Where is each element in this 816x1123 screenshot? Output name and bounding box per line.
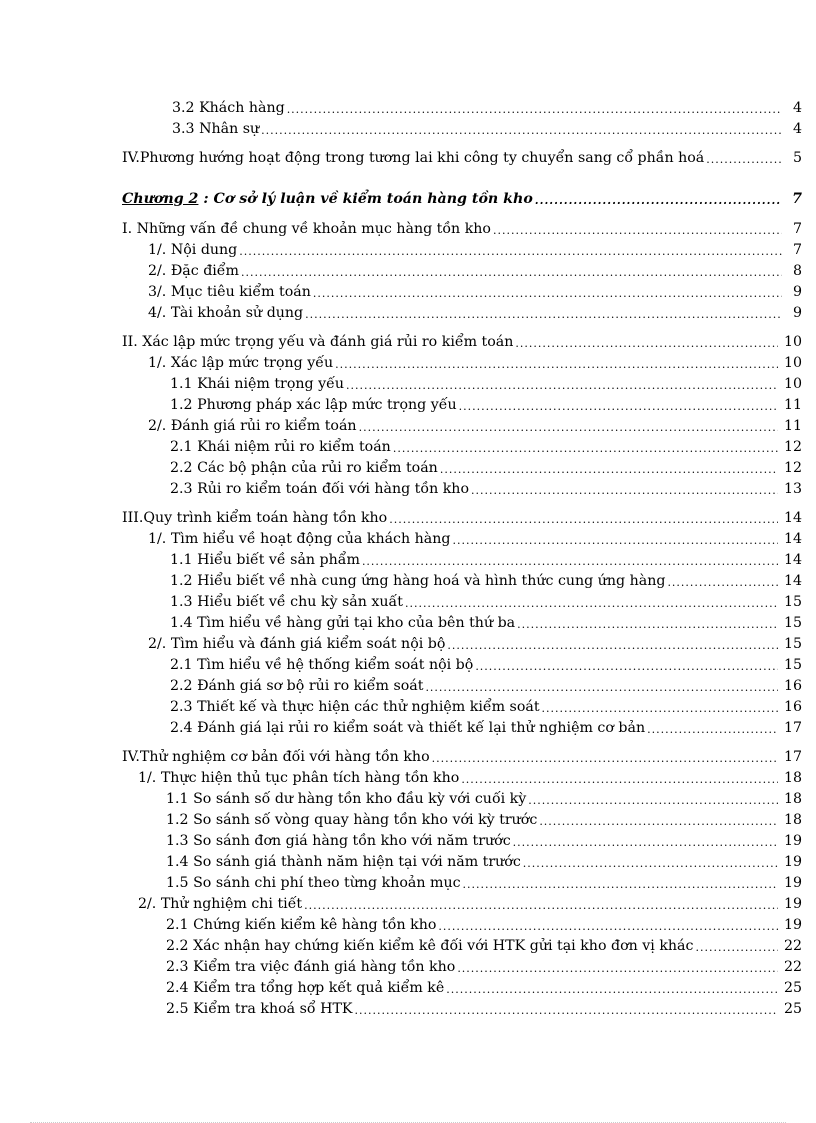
toc-entry (170, 547, 802, 569)
toc-entry (170, 673, 802, 695)
toc-page-number: 11 (783, 418, 802, 434)
toc-entry-text: 2/. Đặc điểm (148, 263, 239, 279)
toc-page-number: 15 (783, 636, 802, 652)
toc-leader-dots (393, 442, 778, 456)
toc-entry (138, 765, 802, 787)
toc-leader-dots (535, 194, 782, 208)
toc-page-number: 13 (783, 481, 802, 497)
toc-entry (170, 610, 802, 632)
toc-page-number: 8 (792, 263, 802, 279)
toc-entry (172, 95, 802, 117)
toc-entry-text: 1.1 Hiểu biết về sản phẩm (170, 552, 360, 568)
toc-leader-dots (305, 308, 782, 322)
toc-entry (122, 145, 802, 167)
toc-page-number: 19 (783, 854, 802, 870)
toc-page-number: 10 (783, 376, 802, 392)
toc-page-number: 7 (792, 221, 802, 237)
toc-entry-text: 2.4 Kiểm tra tổng hợp kết quả kiểm kê (166, 980, 445, 996)
toc-entry (148, 237, 802, 259)
toc-page-number: 14 (783, 510, 802, 526)
toc-entry-text: II. Xác lập mức trọng yếu và đánh giá rủi ro kiểm toán (122, 334, 514, 350)
toc-entry (170, 568, 802, 590)
toc-leader-dots (359, 421, 778, 435)
toc-leader-dots (513, 836, 778, 850)
toc-entry (170, 434, 802, 456)
toc-entry-text: 1.3 So sánh đơn giá hàng tồn kho với năm trước (166, 833, 511, 849)
toc-entry-text: 2.1 Tìm hiểu về hệ thống kiểm soát nội bộ (170, 657, 474, 673)
toc-leader-dots (461, 773, 778, 787)
toc-leader-dots (355, 1004, 778, 1018)
toc-entry-text: 1.1 Khái niệm trọng yếu (170, 376, 344, 392)
toc-leader-dots (440, 463, 778, 477)
toc-entry (170, 476, 802, 498)
toc-leader-dots (471, 484, 778, 498)
toc-entry (148, 413, 802, 435)
toc-entry-text: 1.4 So sánh giá thành năm hiện tại với năm trước (166, 854, 521, 870)
toc-leader-dots (287, 103, 782, 117)
toc-page-number: 16 (783, 678, 802, 694)
toc-entry-text: 1.4 Tìm hiểu về hàng gửi tại kho của bên thứ ba (170, 615, 516, 631)
toc-entry-text: 1.5 So sánh chi phí theo từng khoản mục (166, 875, 461, 891)
toc-page-number: 7 (792, 191, 802, 207)
toc-leader-dots (304, 899, 778, 913)
toc-entry-text: 1.2 Hiểu biết về nhà cung ứng hàng hoá và hình thức cung ứng hàng (170, 573, 666, 589)
toc-leader-dots (438, 920, 778, 934)
toc-entry-text: 2.1 Khái niệm rủi ro kiểm toán (170, 439, 391, 455)
toc-leader-dots (425, 681, 778, 695)
toc-entry (138, 891, 802, 913)
toc-page-number: 22 (783, 938, 802, 954)
toc-leader-dots (706, 153, 782, 167)
toc-leader-dots (239, 245, 782, 259)
toc-entry-text: 3.2 Khách hàng (172, 100, 285, 116)
toc-entry (166, 828, 802, 850)
toc-entry-text: 1.2 Phương pháp xác lập mức trọng yếu (170, 397, 457, 413)
toc-leader-dots (695, 941, 777, 955)
toc-entry (170, 455, 802, 477)
toc-entry (166, 933, 802, 955)
toc-page-number: 14 (783, 573, 802, 589)
toc-page-number: 4 (792, 121, 802, 137)
toc-page-number: 14 (783, 552, 802, 568)
toc-page-number: 18 (783, 770, 802, 786)
toc-entry (148, 300, 802, 322)
toc-entry (170, 589, 802, 611)
toc-page-number: 19 (783, 875, 802, 891)
toc-entry-text: 2.3 Rủi ro kiểm toán đối với hàng tồn kho (170, 481, 469, 497)
toc-entry-text: IV.Thử nghiệm cơ bản đối với hàng tồn kho (122, 749, 430, 765)
chapter-heading (122, 190, 533, 208)
toc-entry-text: 2.3 Kiểm tra việc đánh giá hàng tồn kho (166, 959, 456, 975)
toc-page-number: 16 (783, 699, 802, 715)
toc-page-number: 9 (792, 284, 802, 300)
toc-leader-dots (457, 962, 778, 976)
toc-entry (166, 849, 802, 871)
toc-leader-dots (362, 555, 778, 569)
toc-entry (166, 912, 802, 934)
toc-leader-dots (517, 618, 778, 632)
toc-entry-text: 1.3 Hiểu biết về chu kỳ sản xuất (170, 594, 403, 610)
toc-page-number: 10 (783, 334, 802, 350)
toc-entry (170, 371, 802, 393)
toc-entry (148, 526, 802, 548)
toc-entry-text: 1/. Xác lập mức trọng yếu (148, 355, 334, 371)
toc-leader-dots (459, 400, 778, 414)
toc-entry-text: 1.1 So sánh số dư hàng tồn kho đầu kỳ với cuối kỳ (166, 791, 527, 807)
toc-page-number: 7 (792, 242, 802, 258)
toc-leader-dots (447, 639, 778, 653)
toc-page-number: 15 (783, 594, 802, 610)
toc-page-number: 5 (792, 150, 802, 166)
toc-page-number: 17 (783, 749, 802, 765)
toc-entry (122, 216, 802, 238)
toc-entry (148, 631, 802, 653)
toc-leader-dots (475, 660, 778, 674)
toc-entry (172, 116, 802, 138)
toc-entry (166, 807, 802, 829)
toc-page-number: 12 (783, 460, 802, 476)
toc-page-number: 9 (792, 305, 802, 321)
toc-entry (148, 350, 802, 372)
toc-page-number: 25 (783, 1001, 802, 1017)
toc-leader-dots (446, 983, 778, 997)
toc-page-number: 4 (792, 100, 802, 116)
toc-leader-dots (493, 224, 782, 238)
toc-entry-text: 2/. Thử nghiệm chi tiết (138, 896, 303, 912)
chapter-title: : Cơ sở lý luận về kiểm toán hàng tồn kho (198, 191, 533, 207)
toc-leader-dots (542, 702, 778, 716)
toc-page-number: 10 (783, 355, 802, 371)
toc-entry-text: 2.2 Đánh giá sơ bộ rủi ro kiểm soát (170, 678, 424, 694)
toc-leader-dots (463, 878, 778, 892)
toc-page-number: 18 (783, 812, 802, 828)
toc-leader-dots (667, 576, 778, 590)
toc-entry-text: 2.3 Thiết kế và thực hiện các thử nghiệm kiểm soát (170, 699, 540, 715)
toc-entry-text: III.Quy trình kiểm toán hàng tồn kho (122, 510, 388, 526)
toc-leader-dots (261, 124, 782, 138)
toc-entry-text: 2.2 Các bộ phận của rủi ro kiểm toán (170, 460, 438, 476)
toc-entry-text: 4/. Tài khoản sử dụng (148, 305, 304, 321)
toc-chapter-entry (122, 186, 802, 208)
toc-entry-text: 1/. Thực hiện thủ tục phân tích hàng tồn kho (138, 770, 460, 786)
toc-entry (170, 715, 802, 737)
toc-leader-dots (452, 534, 777, 548)
toc-entry (170, 694, 802, 716)
toc-entry-text: 1.2 So sánh số vòng quay hàng tồn kho với kỳ trước (166, 812, 538, 828)
toc-entry (166, 975, 802, 997)
toc-entry-text: 2.1 Chứng kiến kiểm kê hàng tồn kho (166, 917, 437, 933)
toc-entry-text: 3.3 Nhân sự (172, 121, 260, 137)
toc-page-number: 15 (783, 615, 802, 631)
toc-page-number: 19 (783, 896, 802, 912)
toc-page-number: 19 (783, 833, 802, 849)
toc-entry (122, 505, 802, 527)
toc-entry-text: I. Những vấn đề chung về khoản mục hàng tồn kho (122, 221, 491, 237)
toc-leader-dots (432, 752, 778, 766)
toc-leader-dots (313, 287, 782, 301)
toc-leader-dots (405, 597, 778, 611)
toc-page-number: 12 (783, 439, 802, 455)
toc-page-number: 15 (783, 657, 802, 673)
toc-entry-text: 2.2 Xác nhận hay chứng kiến kiểm kê đối với HTK gửi tại kho đơn vị khác (166, 938, 694, 954)
toc-leader-dots (346, 379, 778, 393)
toc-leader-dots (241, 266, 782, 280)
toc-entry-text: 2/. Tìm hiểu và đánh giá kiểm soát nội bộ (148, 636, 446, 652)
toc-entry-text: IV.Phương hướng hoạt động trong tương lai khi công ty chuyển sang cổ phần hoá (122, 150, 705, 166)
toc-entry-text: 1/. Nội dung (148, 242, 238, 258)
toc-leader-dots (539, 815, 778, 829)
toc-leader-dots (335, 358, 778, 372)
toc-entry (148, 258, 802, 280)
toc-leader-dots (389, 513, 778, 527)
toc-entry (166, 870, 802, 892)
toc-entry-text: 2.4 Đánh giá lại rủi ro kiểm soát và thiết kế lại thử nghiệm cơ bản (170, 720, 646, 736)
toc-page-number: 14 (783, 531, 802, 547)
toc-entry (122, 744, 802, 766)
toc-entry (148, 279, 802, 301)
toc-page-number: 22 (783, 959, 802, 975)
toc-page-number: 25 (783, 980, 802, 996)
toc-page-number: 17 (783, 720, 802, 736)
toc-entry-text: 1/. Tìm hiểu về hoạt động của khách hàng (148, 531, 451, 547)
toc-entry-text: 2.5 Kiểm tra khoá sổ HTK (166, 1001, 353, 1017)
toc-leader-dots (515, 337, 778, 351)
chapter-label: Chương 2 (122, 191, 199, 207)
toc-entry (170, 392, 802, 414)
toc-entry (166, 996, 802, 1018)
toc-leader-dots (528, 794, 778, 808)
toc-entry (166, 954, 802, 976)
toc-leader-dots (523, 857, 778, 871)
toc-leader-dots (647, 723, 778, 737)
toc-page-number: 19 (783, 917, 802, 933)
toc-entry-text: 2/. Đánh giá rủi ro kiểm toán (148, 418, 357, 434)
toc-entry (122, 329, 802, 351)
toc-page-number: 18 (783, 791, 802, 807)
toc-entry-text: 3/. Mục tiêu kiểm toán (148, 284, 311, 300)
toc-entry (170, 652, 802, 674)
toc-page-number: 11 (783, 397, 802, 413)
toc-entry (166, 786, 802, 808)
